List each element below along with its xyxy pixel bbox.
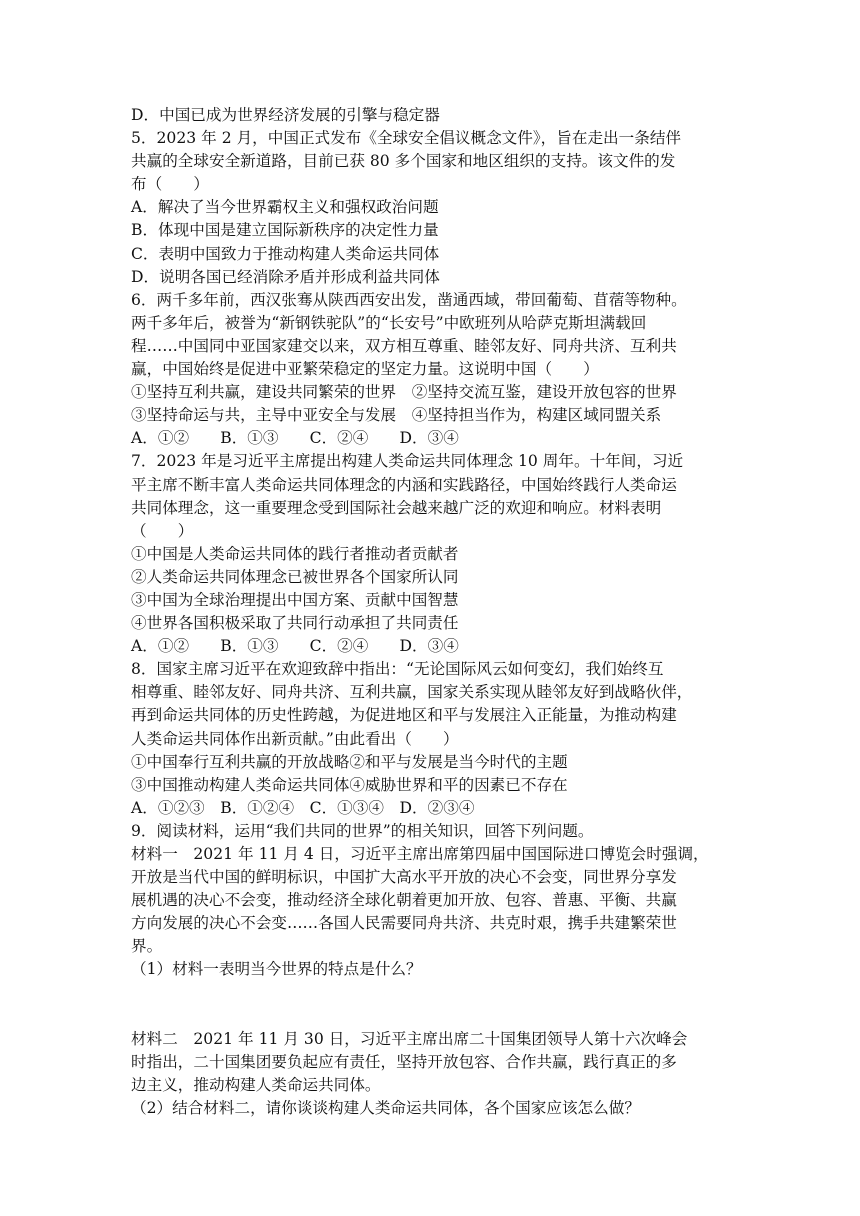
text-line: A．①② B．①③ C．②④ D．③④ [131, 429, 459, 448]
material-line: （2）结合材料二，请你谈谈构建人类命运共同体，各个国家应该怎么做？ [131, 1098, 640, 1117]
text-line: 方向发展的决心不会变……各国人民需要同舟共济、共克时艰，携手共建繁荣世 [131, 914, 677, 933]
material-line: 材料二 2021 年 11 月 30 日，习近平主席出席二十国集团领导人第十六次峰会 [131, 1029, 688, 1048]
text-line: ④世界各国积极采取了共同行动承担了共同责任 [131, 614, 459, 633]
text-line: （ ） [131, 521, 194, 540]
text-line: 5．2023 年 2 月，中国正式发布《全球安全倡议概念文件》，旨在走出一条结伴 [131, 129, 682, 148]
text-line: 展机遇的决心不会变，推动经济全球化朝着更加开放、包容、普惠、平衡、共赢 [131, 891, 677, 910]
text-line: 共同体理念，这一重要理念受到国际社会越来越广泛的欢迎和响应。材料表明 [131, 498, 662, 517]
text-line: 共赢的全球安全新道路，目前已获 80 多个国家和地区组织的支持。该文件的发 [131, 152, 676, 171]
text-line: 程……中国同中亚国家建交以来，双方相互尊重、睦邻友好、同舟共济、互利共 [131, 336, 677, 355]
text-line: ①中国奉行互利共赢的开放战略②和平与发展是当今时代的主题 [131, 752, 568, 771]
text-line: （1）材料一表明当今世界的特点是什么？ [131, 960, 422, 979]
text-line: 人类命运共同体作出新贡献。”由此看出（ ） [131, 729, 459, 748]
text-line: 相尊重、睦邻友好、同舟共济、互利共赢，国家关系实现从睦邻友好到战略伙伴， [131, 683, 693, 702]
document-page [131, 104, 736, 1120]
text-line: B．体现中国是建立国际新秩序的决定性力量 [131, 221, 439, 240]
question-block-main [131, 104, 736, 982]
text-line: A．①②③ B．①②④ C．①③④ D．②③④ [131, 798, 475, 817]
text-line: 6．两千多年前，西汉张骞从陕西西安出发，凿通西域，带回葡萄、苜蓿等物种。 [131, 290, 687, 309]
text-line: 材料一 2021 年 11 月 4 日，习近平主席出席第四届中国国际进口博览会时强调， [131, 845, 709, 863]
question-block-material-two [131, 1028, 736, 1120]
text-line: 布（ ） [131, 175, 209, 194]
answer-space [131, 982, 736, 1028]
text-line: D．说明各国已经消除矛盾并形成利益共同体 [131, 267, 440, 286]
text-line: 再到命运共同体的历史性跨越，为促进地区和平与发展注入正能量，为推动构建 [131, 706, 677, 725]
text-line: ③中国推动构建人类命运共同体④威胁世界和平的因素已不存在 [131, 775, 568, 794]
text-line: 平主席不断丰富人类命运共同体理念的内涵和实践路径，中国始终践行人类命运 [131, 475, 677, 494]
text-line: 两千多年后，被誉为“新钢铁驼队”的“长安号”中欧班列从哈萨克斯坦满载回 [131, 313, 647, 332]
text-line: 开放是当代中国的鲜明标识，中国扩大高水平开放的决心不会变，同世界分享发 [131, 868, 677, 887]
text-line: 9．阅读材料，运用“我们共同的世界”的相关知识，回答下列问题。 [131, 821, 594, 840]
text-line: ①中国是人类命运共同体的践行者推动者贡献者 [131, 544, 459, 563]
material-line: 边主义，推动构建人类命运共同体。 [131, 1075, 381, 1094]
text-line: ③中国为全球治理提出中国方案、贡献中国智慧 [131, 590, 459, 609]
text-line: 赢，中国始终是促进中亚繁荣稳定的坚定力量。这说明中国（ ） [131, 360, 599, 379]
text-line: A．解决了当今世界霸权主义和强权政治问题 [131, 198, 439, 217]
text-line: ②人类命运共同体理念已被世界各个国家所认同 [131, 567, 459, 586]
text-line: 界。 [131, 937, 163, 956]
material-line: 时指出，二十国集团要负起应有责任，坚持开放包容、合作共赢，践行真正的多 [131, 1052, 677, 1071]
text-line: D．中国已成为世界经济发展的引擎与稳定器 [131, 106, 440, 124]
text-line: ①坚持互利共赢，建设共同繁荣的世界 ②坚持交流互鉴，建设开放包容的世界 [131, 383, 677, 402]
text-line: 8．国家主席习近平在欢迎致辞中指出：“无论国际风云如何变幻，我们始终互 [131, 660, 664, 679]
text-line: A．①② B．①③ C．②④ D．③④ [131, 637, 459, 656]
text-line: 7．2023 年是习近平主席提出构建人类命运共同体理念 10 周年。十年间，习近 [131, 452, 684, 471]
text-line: ③坚持命运与共，主导中亚安全与发展 ④坚持担当作为，构建区域同盟关系 [131, 406, 662, 425]
text-line: C．表明中国致力于推动构建人类命运共同体 [131, 244, 440, 263]
